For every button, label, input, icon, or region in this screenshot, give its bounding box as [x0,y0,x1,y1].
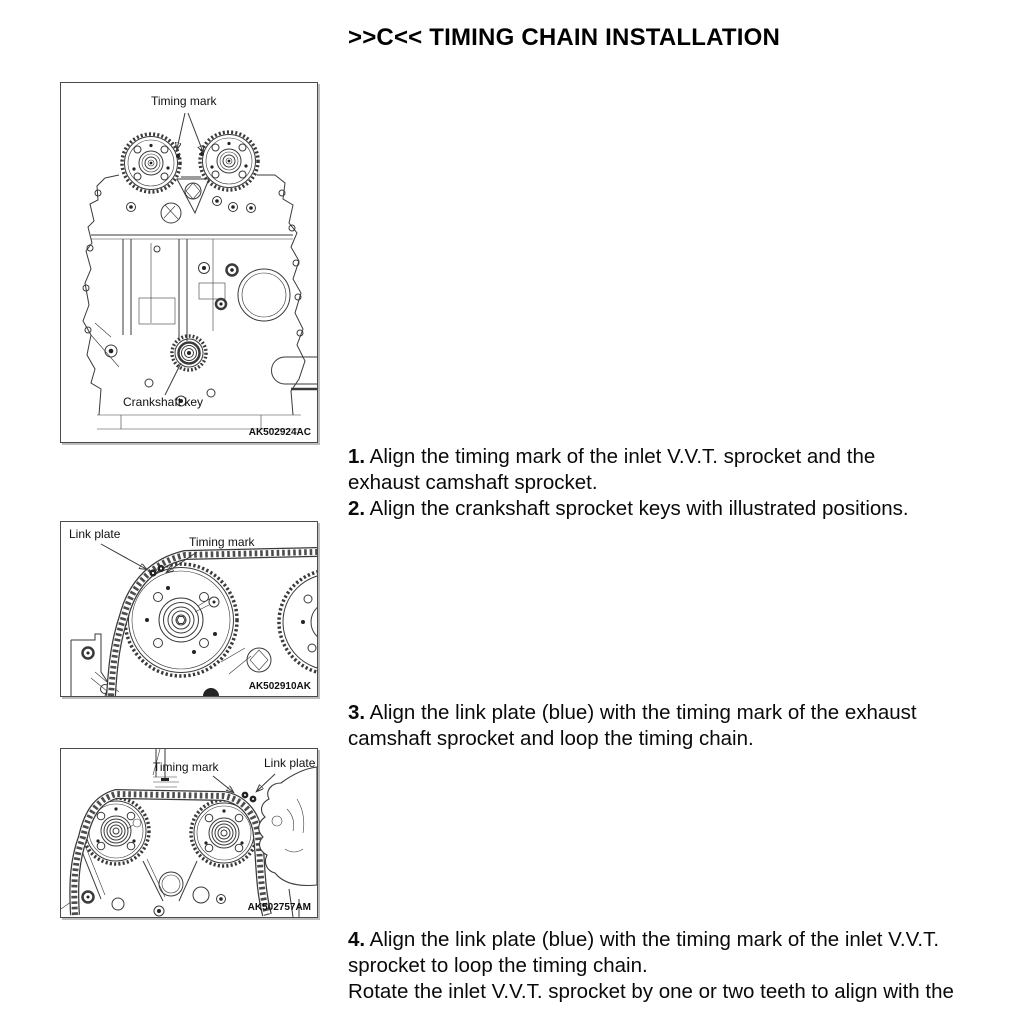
step-3-line-2: camshaft sprocket and loop the timing chain. [348,727,754,750]
timing-mark-label: Timing mark [189,535,255,549]
inlet-sprocket-partial [279,570,317,674]
timing-mark-arrow-right [188,113,203,152]
step-4-number: 4. [348,928,366,951]
step-2-text: Align the crankshaft sprocket keys with illustrated positions. [365,497,909,520]
steps-1-2-text [348,444,909,522]
timing-mark-arrow-left [177,113,185,149]
step-1-text: Align the timing mark of the inlet V.V.T. sprocket and the [365,445,876,468]
timing-chain [111,552,317,696]
exhaust-camshaft-sprocket [200,132,258,190]
page-title: >>C<< TIMING CHAIN INSTALLATION [348,24,781,51]
figure-ref-code: AK502757AM [247,902,311,913]
figure-link-plate-inlet [60,748,318,918]
step-4-text: Align the link plate (blue) with the timing mark of the inlet V.V.T. [365,928,940,951]
timing-mark-arrow [213,776,233,792]
step-4-line-2: sprocket to loop the timing chain. [348,954,648,977]
step-1-line-1 [348,444,909,470]
crankshaft-key-leader-line [165,363,181,395]
step-4-line-1 [348,927,954,953]
step-2-line-1 [348,496,909,522]
step-3-text [348,700,917,752]
step-3-number: 3. [348,701,366,724]
link-plate-label: Link plate [264,756,316,770]
figure-timing-marks [60,82,318,443]
step-2-number: 2. [348,497,366,520]
timing-mark-label: Timing mark [153,760,219,774]
chain-loop-illustration [61,749,317,917]
figure-link-plate-exhaust [60,521,318,697]
crankshaft-key-label: Crankshaft key [123,395,204,409]
crankshaft-sprocket [172,336,206,370]
timing-mark-label: Timing mark [151,94,217,108]
link-plate-label: Link plate [69,527,121,541]
step-1-number: 1. [348,445,366,468]
step-4-line-3: Rotate the inlet V.V.T. sprocket by one or two teeth to align with the [348,980,954,1003]
figure-ref-code: AK502910AK [248,681,311,692]
link-plate-arrow [101,544,146,569]
step-1-line-2: exhaust camshaft sprocket. [348,471,598,494]
step-3-text: Align the link plate (blue) with the timing mark of the exhaust [365,701,917,724]
inlet-vvt-sprocket [122,134,180,192]
figure-ref-code: AK502924AC [248,427,311,438]
step-4-text [348,927,954,1005]
step-3-line-1 [348,700,917,726]
engine-front-illustration [61,83,317,442]
